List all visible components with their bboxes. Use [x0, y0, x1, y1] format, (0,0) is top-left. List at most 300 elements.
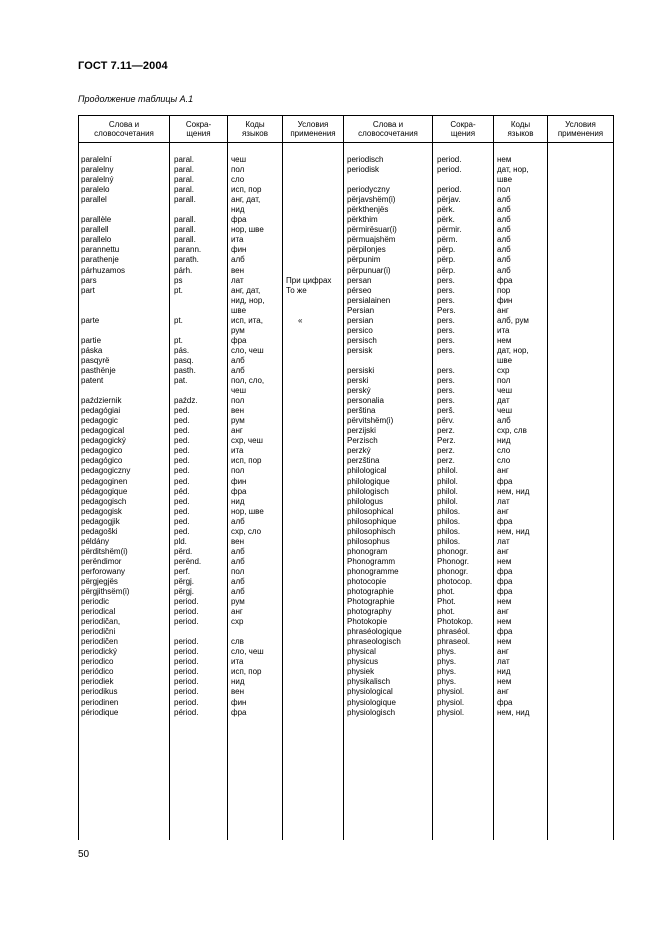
- abbreviation-cell: ped.: [174, 496, 190, 506]
- condition-cell: [286, 708, 331, 718]
- abbreviation-cell: parall.: [174, 235, 196, 245]
- abbreviation-cell: ped.: [174, 466, 190, 476]
- column-divider: [282, 143, 283, 840]
- abbreviation-cell: [174, 326, 201, 336]
- word-cell: pedagogic: [81, 416, 118, 426]
- language-code-cell: алб: [231, 587, 245, 597]
- abbreviation-cell: pt.: [174, 335, 183, 345]
- abbreviation-cell: pás.: [174, 345, 190, 355]
- language-code-cell: фин: [231, 476, 247, 486]
- word-cell: personalia: [347, 396, 384, 406]
- condition-cell: [286, 266, 331, 276]
- language-code-cell: анг: [497, 466, 509, 476]
- abbreviation-cell: perf.: [174, 566, 191, 576]
- language-code-cell: нид: [231, 496, 245, 506]
- language-code-cell: нид, нор,: [231, 295, 265, 305]
- word-cell: példány: [81, 536, 110, 546]
- word-cell: partie: [81, 335, 102, 345]
- word-cell: periodičen: [81, 637, 118, 647]
- abbreviation-cell: phot.: [437, 607, 455, 617]
- language-code-cell: ита: [231, 657, 244, 667]
- abbreviation-cell: physiol.: [437, 687, 465, 697]
- condition-cell: При цифрах: [286, 275, 332, 285]
- abbreviation-cell: përk.: [437, 215, 455, 225]
- word-cell: pedagogisk: [81, 506, 122, 516]
- language-code-cell: нем: [497, 677, 512, 687]
- word-cell: perština: [347, 406, 376, 416]
- word-cell: [347, 356, 402, 366]
- abbreviation-cell: perš.: [437, 406, 455, 416]
- word-cell: përvitshëm(i): [347, 416, 394, 426]
- abbreviation-cell: Perz.: [437, 436, 456, 446]
- condition-cell: [286, 376, 331, 386]
- language-code-cell: пол: [231, 466, 245, 476]
- language-code-cell: нем: [497, 617, 512, 627]
- language-code-cell: фра: [231, 215, 247, 225]
- word-cell: periodinen: [81, 697, 119, 707]
- word-cell: [81, 386, 130, 396]
- abbreviations-table: [78, 115, 614, 840]
- word-cell: philosophisch: [347, 526, 396, 536]
- abbreviation-cell: philos.: [437, 506, 461, 516]
- language-code-cell: нид: [231, 205, 245, 215]
- left-column-1: [174, 155, 201, 718]
- abbreviation-cell: ped.: [174, 426, 190, 436]
- right-column-2: [497, 155, 529, 718]
- language-code-cell: шве: [497, 355, 513, 365]
- word-cell: photographie: [347, 587, 394, 597]
- word-cell: pedagoginen: [81, 476, 128, 486]
- column-divider: [493, 143, 494, 840]
- abbreviation-cell: pers.: [437, 386, 455, 396]
- word-cell: Photokopie: [347, 617, 388, 627]
- abbreviation-cell: period.: [437, 155, 462, 164]
- word-cell: parathenje: [81, 255, 119, 265]
- word-cell: përmuajshëm: [347, 235, 396, 245]
- language-code-cell: нор, шве: [231, 225, 264, 235]
- language-code-cell: дат, нор,: [497, 345, 529, 355]
- condition-cell: [286, 547, 331, 557]
- abbreviation-cell: përjav.: [437, 195, 461, 205]
- word-cell: periodiek: [81, 677, 114, 687]
- header-left-conditions: Условия применения: [283, 115, 344, 143]
- abbreviation-cell: paral.: [174, 175, 195, 185]
- word-cell: pasthënje: [81, 365, 116, 375]
- language-code-cell: дат: [497, 396, 510, 406]
- word-cell: pars: [81, 275, 97, 285]
- abbreviation-cell: pers.: [437, 325, 455, 335]
- language-code-cell: фра: [231, 335, 247, 345]
- language-code-cell: алб: [497, 215, 511, 225]
- language-code-cell: рум: [231, 416, 245, 426]
- abbreviation-cell: ps: [174, 275, 183, 285]
- language-code-cell: схр, чеш: [231, 436, 263, 446]
- language-code-cell: сло: [497, 456, 511, 466]
- condition-cell: [286, 416, 331, 426]
- language-code-cell: шве: [497, 175, 513, 185]
- word-cell: physiologisch: [347, 707, 396, 717]
- word-cell: phraséologique: [347, 627, 402, 637]
- left-column-0: [81, 155, 130, 718]
- abbreviation-cell: pt.: [174, 285, 183, 295]
- condition-cell: [286, 607, 331, 617]
- header-right-conditions: Условия применения: [548, 115, 614, 143]
- word-cell: photography: [347, 607, 392, 617]
- abbreviation-cell: pasq.: [174, 355, 194, 365]
- abbreviation-cell: perz.: [437, 426, 455, 436]
- language-code-cell: лат: [497, 536, 510, 546]
- abbreviation-cell: parath.: [174, 255, 199, 265]
- word-cell: philologique: [347, 476, 390, 486]
- abbreviation-cell: ped.: [174, 476, 190, 486]
- condition-cell: [286, 296, 331, 306]
- left-column-3: [286, 155, 331, 718]
- word-cell: philologisch: [347, 486, 389, 496]
- header-right-words: Слова и словосочетания: [344, 115, 433, 143]
- condition-cell: [286, 527, 331, 537]
- language-code-cell: чеш: [497, 406, 513, 416]
- word-cell: persialainen: [347, 295, 391, 305]
- language-code-cell: алб: [231, 255, 245, 265]
- abbreviation-cell: Phot.: [437, 597, 456, 607]
- abbreviation-cell: pers.: [437, 295, 455, 305]
- language-code-cell: фра: [497, 587, 513, 597]
- column-divider: [78, 143, 79, 840]
- condition-cell: [286, 537, 331, 547]
- language-code-cell: ита: [231, 235, 244, 245]
- word-cell: pedagogico: [81, 446, 123, 456]
- condition-cell: [286, 637, 331, 647]
- word-cell: përpunim: [347, 255, 381, 265]
- language-code-cell: ита: [497, 325, 510, 335]
- language-code-cell: алб: [497, 265, 511, 275]
- abbreviation-cell: ped.: [174, 406, 190, 416]
- abbreviation-cell: pasth.: [174, 365, 196, 375]
- table-caption: Продолжение таблицы А.1: [78, 94, 194, 104]
- language-code-cell: пол: [231, 165, 245, 175]
- language-code-cell: анг: [497, 546, 509, 556]
- header-left-codes: Коды языков: [228, 115, 283, 143]
- language-code-cell: анг: [497, 647, 509, 657]
- word-cell: periodisch: [347, 155, 384, 164]
- language-code-cell: нем: [497, 637, 512, 647]
- abbreviation-cell: përp.: [437, 245, 456, 255]
- condition-cell: [286, 517, 331, 527]
- condition-cell: [286, 466, 331, 476]
- word-cell: përkthim: [347, 215, 378, 225]
- word-cell: physical: [347, 647, 376, 657]
- language-code-cell: сло: [497, 446, 511, 456]
- abbreviation-cell: phys.: [437, 647, 457, 657]
- abbreviation-cell: pld.: [174, 536, 187, 546]
- language-code-cell: алб: [497, 235, 511, 245]
- language-code-cell: исп, пор: [231, 667, 262, 677]
- word-cell: physiological: [347, 687, 393, 697]
- abbreviation-cell: ped.: [174, 506, 190, 516]
- word-cell: përgjithsëm(i): [81, 587, 130, 597]
- condition-cell: [286, 487, 331, 497]
- language-code-cell: фра: [497, 566, 513, 576]
- abbreviation-cell: period.: [174, 647, 199, 657]
- abbreviation-cell: phonogr.: [437, 546, 469, 556]
- condition-cell: [286, 155, 331, 165]
- language-code-cell: нем: [497, 597, 512, 607]
- condition-cell: [286, 225, 331, 235]
- language-code-cell: анг: [497, 305, 509, 315]
- abbreviation-cell: [174, 306, 201, 316]
- word-cell: periodical: [81, 607, 116, 617]
- abbreviation-cell: [437, 175, 473, 185]
- word-cell: [347, 175, 402, 185]
- header-left-abbr: Сокра- щения: [170, 115, 228, 143]
- abbreviation-cell: physiol.: [437, 707, 465, 717]
- abbreviation-cell: perz.: [437, 446, 455, 456]
- abbreviation-cell: péd.: [174, 486, 190, 496]
- abbreviation-cell: paral.: [174, 185, 195, 195]
- condition-cell: [286, 577, 331, 587]
- condition-cell: [286, 698, 331, 708]
- abbreviation-cell: period.: [174, 657, 199, 667]
- language-code-cell: нем: [497, 556, 512, 566]
- condition-cell: То же: [286, 285, 307, 295]
- language-code-cell: алб: [231, 556, 245, 566]
- word-cell: physicus: [347, 657, 379, 667]
- abbreviation-cell: ped.: [174, 456, 190, 466]
- column-divider: [169, 143, 170, 840]
- abbreviation-cell: përgj.: [174, 587, 195, 597]
- language-code-cell: исп, ита,: [231, 315, 263, 325]
- word-cell: persiski: [347, 365, 375, 375]
- language-code-cell: алб: [231, 516, 245, 526]
- abbreviation-cell: ped.: [174, 526, 190, 536]
- word-cell: páska: [81, 345, 103, 355]
- page-header-title: ГОСТ 7.11—2004: [78, 60, 168, 72]
- word-cell: përkthenjës: [347, 205, 389, 215]
- word-cell: pedagogiczny: [81, 466, 131, 476]
- language-code-cell: алб: [231, 576, 245, 586]
- language-code-cell: слв: [231, 637, 244, 647]
- word-cell: phonogramme: [347, 566, 399, 576]
- condition-cell: [286, 205, 331, 215]
- language-code-cell: рум: [231, 325, 245, 335]
- word-cell: paralelný: [81, 175, 114, 185]
- language-code-cell: лат: [231, 275, 244, 285]
- language-code-cell: фра: [497, 697, 513, 707]
- condition-cell: [286, 647, 331, 657]
- language-code-cell: лат: [497, 496, 510, 506]
- condition-cell: [286, 336, 331, 346]
- language-code-cell: анг: [231, 426, 243, 436]
- word-cell: październik: [81, 396, 122, 406]
- column-divider: [613, 143, 614, 840]
- abbreviation-cell: philos.: [437, 536, 461, 546]
- word-cell: periódico: [81, 667, 114, 677]
- language-code-cell: нор, шве: [231, 506, 264, 516]
- abbreviation-cell: phys.: [437, 677, 457, 687]
- abbreviation-cell: parann.: [174, 245, 202, 255]
- word-cell: pedagogický: [81, 436, 126, 446]
- word-cell: physikalisch: [347, 677, 391, 687]
- language-code-cell: алб: [497, 255, 511, 265]
- language-code-cell: вен: [231, 536, 245, 546]
- abbreviation-cell: phraséol.: [437, 627, 470, 637]
- word-cell: perski: [347, 376, 369, 386]
- word-cell: parallelo: [81, 235, 112, 245]
- word-cell: përmirësuar(i): [347, 225, 397, 235]
- condition-cell: [286, 346, 331, 356]
- abbreviation-cell: pers.: [437, 345, 455, 355]
- condition-cell: [286, 255, 331, 265]
- abbreviation-cell: pers.: [437, 396, 455, 406]
- abbreviation-cell: paral.: [174, 165, 195, 175]
- language-code-cell: алб: [497, 195, 511, 205]
- language-code-cell: рум: [231, 597, 245, 607]
- condition-cell: [286, 687, 331, 697]
- condition-cell: [286, 497, 331, 507]
- language-code-cell: алб: [497, 416, 511, 426]
- word-cell: part: [81, 285, 95, 295]
- abbreviation-cell: parall.: [174, 215, 196, 225]
- condition-cell: [286, 597, 331, 607]
- abbreviation-cell: [174, 627, 201, 637]
- condition-cell: [286, 185, 331, 195]
- language-code-cell: анг: [497, 687, 509, 697]
- abbreviation-cell: përp.: [437, 265, 456, 275]
- column-divider: [432, 143, 433, 840]
- language-code-cell: алб, рум: [497, 315, 529, 325]
- word-cell: [81, 296, 130, 306]
- abbreviation-cell: [174, 296, 201, 306]
- word-cell: pédagogique: [81, 486, 128, 496]
- language-code-cell: фра: [497, 516, 513, 526]
- word-cell: parallell: [81, 225, 109, 235]
- word-cell: parallel: [81, 195, 107, 205]
- language-code-cell: схр: [231, 617, 244, 627]
- abbreviation-cell: pat.: [174, 376, 188, 386]
- condition-cell: [286, 587, 331, 597]
- word-cell: persisk: [347, 345, 373, 355]
- condition-cell: [286, 657, 331, 667]
- word-cell: perforowany: [81, 566, 126, 576]
- language-code-cell: вен: [231, 687, 245, 697]
- language-code-cell: дат, нор,: [497, 165, 529, 175]
- language-code-cell: фра: [497, 576, 513, 586]
- abbreviation-cell: përgj.: [174, 576, 195, 586]
- abbreviation-cell: Pers.: [437, 305, 456, 315]
- language-code-cell: вен: [231, 265, 245, 275]
- abbreviation-cell: Photokop.: [437, 617, 474, 627]
- language-code-cell: нид: [231, 677, 245, 687]
- condition-cell: [286, 456, 331, 466]
- abbreviation-cell: period.: [174, 677, 199, 687]
- language-code-cell: чеш: [231, 155, 247, 164]
- word-cell: periodic: [81, 597, 110, 607]
- word-cell: paralelní: [81, 155, 112, 164]
- word-cell: periodický: [81, 647, 118, 657]
- condition-cell: [286, 356, 331, 366]
- language-code-cell: алб: [231, 355, 245, 365]
- condition-cell: [286, 617, 331, 627]
- word-cell: physiek: [347, 667, 375, 677]
- word-cell: physiologique: [347, 697, 396, 707]
- abbreviation-cell: ped.: [174, 436, 190, 446]
- abbreviation-cell: philol.: [437, 486, 458, 496]
- condition-cell: [286, 195, 331, 205]
- language-code-cell: фра: [231, 707, 247, 717]
- word-cell: perzký: [347, 446, 371, 456]
- condition-cell: [286, 245, 331, 255]
- language-code-cell: алб: [231, 365, 245, 375]
- abbreviation-cell: philos.: [437, 526, 461, 536]
- language-code-cell: алб: [497, 225, 511, 235]
- word-cell: philologus: [347, 496, 384, 506]
- word-cell: perský: [347, 386, 371, 396]
- word-cell: periodikus: [81, 687, 118, 697]
- language-code-cell: анг: [497, 607, 509, 617]
- language-code-cell: фин: [231, 697, 247, 707]
- language-code-cell: схр: [497, 365, 510, 375]
- abbreviation-cell: Phonogr.: [437, 556, 470, 566]
- condition-cell: [286, 426, 331, 436]
- abbreviation-cell: perz.: [437, 456, 455, 466]
- abbreviation-cell: [437, 356, 473, 366]
- condition-cell: [286, 165, 331, 175]
- abbreviation-cell: pers.: [437, 335, 455, 345]
- language-code-cell: фин: [497, 295, 513, 305]
- word-cell: përgjegjës: [81, 576, 118, 586]
- condition-cell: [286, 215, 331, 225]
- word-cell: periodyczny: [347, 185, 390, 195]
- word-cell: persian: [347, 315, 374, 325]
- condition-cell: [286, 235, 331, 245]
- condition-cell: [286, 406, 331, 416]
- abbreviation-cell: parall.: [174, 195, 196, 205]
- abbreviation-cell: phys.: [437, 657, 457, 667]
- language-code-cell: исп, пор: [231, 456, 262, 466]
- word-cell: përditshëm(i): [81, 546, 128, 556]
- abbreviation-cell: pers.: [437, 285, 455, 295]
- word-cell: pasqyrë: [81, 355, 110, 365]
- abbreviation-cell: ped.: [174, 516, 190, 526]
- word-cell: [81, 306, 130, 316]
- word-cell: pedagoški: [81, 526, 118, 536]
- abbreviation-cell: përv.: [437, 416, 455, 426]
- word-cell: parannettu: [81, 245, 120, 255]
- word-cell: periodični: [81, 627, 116, 637]
- abbreviation-cell: pers.: [437, 376, 455, 386]
- word-cell: perëndimor: [81, 556, 122, 566]
- language-code-cell: схр, сло: [231, 526, 262, 536]
- word-cell: Phonogramm: [347, 556, 396, 566]
- word-cell: pérseo: [347, 285, 372, 295]
- abbreviation-cell: [174, 386, 201, 396]
- word-cell: photocopie: [347, 576, 387, 586]
- language-code-cell: исп, пор: [231, 185, 262, 195]
- language-code-cell: анг: [231, 607, 243, 617]
- abbreviation-cell: phonogr.: [437, 566, 469, 576]
- abbreviation-cell: phys.: [437, 667, 457, 677]
- language-code-cell: фра: [497, 275, 513, 285]
- abbreviation-cell: përm.: [437, 235, 458, 245]
- language-code-cell: нид: [497, 436, 511, 446]
- condition-cell: [286, 446, 331, 456]
- abbreviation-cell: period.: [174, 637, 199, 647]
- right-column-0: [347, 155, 402, 718]
- word-cell: philosophique: [347, 516, 397, 526]
- language-code-cell: фин: [231, 245, 247, 255]
- word-cell: philological: [347, 466, 387, 476]
- language-code-cell: фра: [497, 476, 513, 486]
